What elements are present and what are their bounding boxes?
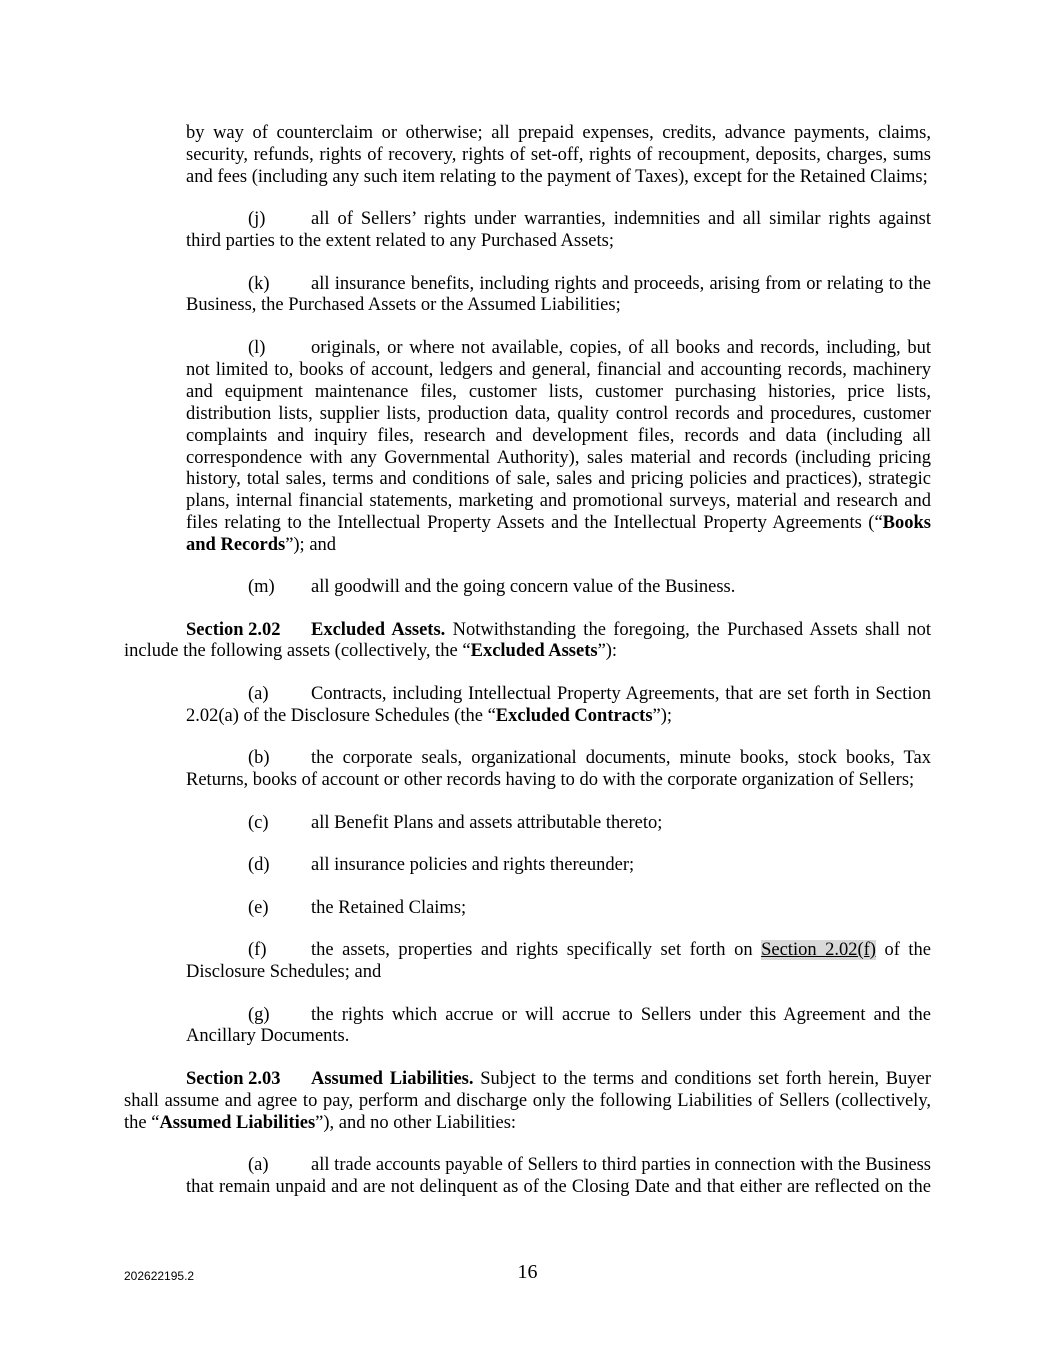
- defined-term-and-records: and Records: [186, 535, 286, 555]
- section-2-02-line-2: [124, 640, 931, 662]
- clause-2-02-d-label: (d): [248, 855, 270, 875]
- section-2-03-line-2: shall assume and agree to pay, perform and discharge only the following Liabilities of Sellers (collectively,: [124, 1091, 931, 1111]
- clause-m-line-1: all goodwill and the going concern value of the Business.: [311, 577, 736, 597]
- page-number: 16: [517, 1261, 538, 1283]
- clause-2-02-f-line-1: [311, 939, 931, 961]
- clause-k-line-1: all insurance benefits, including rights and proceeds, arising from or relating to the: [311, 274, 931, 294]
- clause-2-03-a-line-2: that remain unpaid and are not delinquent as of the Closing Date and that either are reflected on the: [186, 1177, 931, 1197]
- clause-2-02-c-text: all Benefit Plans and assets attributable thereto;: [311, 813, 663, 833]
- intro-line-3: and fees (including any such item relating to the payment of Taxes), except for the Retained Claims;: [186, 167, 928, 187]
- clause-k-label: (k): [248, 274, 270, 294]
- defined-term-excluded-contracts: Excluded Contracts: [495, 706, 653, 726]
- clause-l-line-6: correspondence with any Governmental Authority), sales material and records (including pricing: [186, 448, 931, 468]
- document-id: 202622195.2: [124, 1269, 195, 1283]
- section-2-03-line-3-pre: the “: [124, 1113, 160, 1133]
- clause-2-02-f-line-1-pre: the assets, properties and rights specifically set forth on: [311, 940, 753, 960]
- section-2-03-heading: Assumed Liabilities.: [311, 1069, 474, 1089]
- clause-2-02-e-label: (e): [248, 898, 269, 918]
- section-2-02-lead-line: [311, 619, 931, 641]
- clause-2-02-g-line-1: the rights which accrue or will accrue to Sellers under this Agreement and the: [311, 1005, 931, 1025]
- section-2-02-heading: Excluded Assets.: [311, 620, 446, 640]
- clause-2-02-c-label: (c): [248, 813, 269, 833]
- clause-l-line-4: distribution lists, supplier lists, production data, quality control records and procedures, customer: [186, 404, 931, 424]
- clause-2-02-f-label: (f): [248, 940, 267, 960]
- section-2-02-lead-text: Notwithstanding the foregoing, the Purchased Assets shall not: [452, 620, 932, 640]
- clause-l-line-7: history, total sales, terms and conditions of sale, sales and pricing policies and practices), strategic: [186, 469, 931, 489]
- clause-2-02-g-line-2: Ancillary Documents.: [186, 1026, 350, 1046]
- clause-j-line-2: third parties to the extent related to any Purchased Assets;: [186, 231, 614, 251]
- clause-l-line-9-text: files relating to the Intellectual Property Assets and the Intellectual Property Agreements (“: [186, 513, 883, 533]
- clause-2-02-a-label: (a): [248, 684, 269, 704]
- clause-l-line-5: complaints and inquiry files, research and development files, records and data (including all: [186, 426, 931, 446]
- section-2-03-lead-line: [311, 1068, 931, 1090]
- section-2-03-line-3-post: ”), and no other Liabilities:: [315, 1113, 517, 1133]
- clause-j-label: (j): [248, 209, 266, 229]
- clause-2-02-a-line-2-pre: 2.02(a) of the Disclosure Schedules (the “: [186, 706, 496, 726]
- defined-term-assumed-liabilities: Assumed Liabilities: [159, 1113, 316, 1133]
- clause-l-closing: ”); and: [285, 535, 337, 555]
- clause-2-02-a-line-2: [186, 705, 931, 727]
- clause-2-02-d-text: all insurance policies and rights thereunder;: [311, 855, 635, 875]
- clause-l-line-8: plans, internal financial statements, marketing and promotional surveys, material and research and: [186, 491, 931, 511]
- section-2-02-line-2-pre: include the following assets (collectively, the “: [124, 641, 471, 661]
- clause-k-line-2: Business, the Purchased Assets or the Assumed Liabilities;: [186, 295, 621, 315]
- clause-2-02-b-line-2: Returns, books of account or other records having to do with the corporate organization of Sellers;: [186, 770, 915, 790]
- clause-2-02-f-line-1-post: of the: [884, 940, 931, 960]
- clause-l-line-2: not limited to, books of account, ledgers and general, financial and accounting records, machinery: [186, 360, 931, 380]
- clause-m-label: (m): [248, 577, 275, 597]
- clause-2-03-a-label: (a): [248, 1155, 269, 1175]
- clause-2-02-a-line-2-post: ”);: [652, 706, 673, 726]
- clause-2-02-b-label: (b): [248, 748, 270, 768]
- clause-2-02-f-line-2: Disclosure Schedules; and: [186, 962, 382, 982]
- section-2-02-line-2-post: ”):: [597, 641, 618, 661]
- clause-2-02-b-line-1: the corporate seals, organizational documents, minute books, stock books, Tax: [311, 748, 931, 768]
- clause-l-line-3: and equipment maintenance files, customer lists, customer purchasing histories, price lists,: [186, 382, 931, 402]
- section-2-02-number: Section 2.02: [186, 620, 281, 640]
- defined-term-books: Books: [882, 513, 931, 533]
- section-2-03-number: Section 2.03: [186, 1069, 281, 1089]
- intro-line-1: by way of counterclaim or otherwise; all prepaid expenses, credits, advance payments, claims,: [186, 123, 931, 143]
- clause-j-line-1: all of Sellers’ rights under warranties, indemnities and all similar rights against: [311, 209, 931, 229]
- clause-2-02-e-text: the Retained Claims;: [311, 898, 467, 918]
- clause-l-line-9: [186, 512, 931, 534]
- clause-l-line-10: [186, 534, 931, 556]
- section-2-02-f-cross-reference-link[interactable]: Section 2.02(f): [761, 940, 876, 960]
- defined-term-excluded-assets: Excluded Assets: [470, 641, 598, 661]
- section-2-03-line-3: [124, 1112, 931, 1134]
- clause-2-02-a-line-1: Contracts, including Intellectual Property Agreements, that are set forth in Section: [311, 684, 931, 704]
- clause-2-03-a-line-1: all trade accounts payable of Sellers to third parties in connection with the Business: [311, 1155, 931, 1175]
- clause-l-label: (l): [248, 338, 266, 358]
- clause-2-02-g-label: (g): [248, 1005, 270, 1025]
- intro-line-2: security, refunds, rights of recovery, rights of set-off, rights of recoupment, deposits, charges, sums: [186, 145, 931, 165]
- clause-l-line-1: originals, or where not available, copies, of all books and records, including, but: [311, 338, 931, 358]
- section-2-03-lead-text: Subject to the terms and conditions set forth herein, Buyer: [480, 1069, 932, 1089]
